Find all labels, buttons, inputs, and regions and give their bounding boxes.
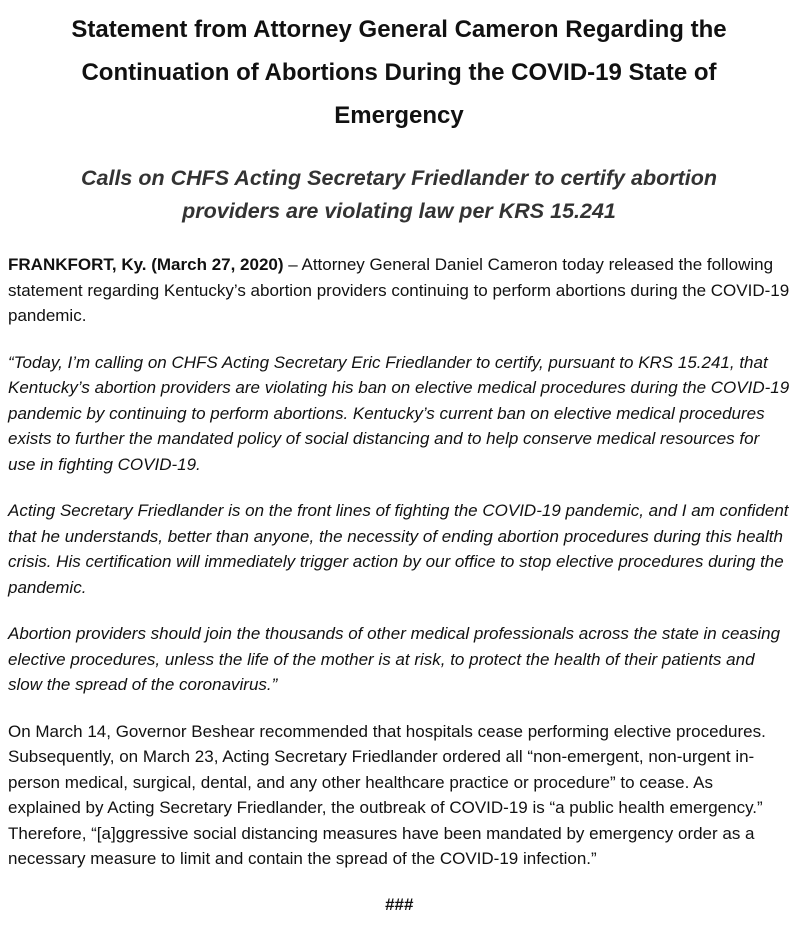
- page-subtitle: Calls on CHFS Acting Secretary Friedlander to certify abortion providers are violating law per KRS 15.241: [81, 166, 717, 223]
- intro-text: – Attorney General Daniel Cameron today released the following statement regarding Kentucky’s abortion providers continuing to perform abortions during the COVID-19 pandemic.: [8, 255, 790, 325]
- quote-paragraph-2: Acting Secretary Friedlander is on the front lines of fighting the COVID-19 pandemic, and I am confident that he understands, better than anyone, the necessity of ending abortion procedures during this health crisis. His certification will immediately trigger action by our office to stop elective procedures during the pandemic.: [8, 501, 789, 597]
- quote-paragraph-1: “Today, I’m calling on CHFS Acting Secretary Eric Friedlander to certify, pursuant to KRS 15.241, that Kentucky’s abortion providers are violating his ban on elective medical procedures during the COVID-19 pandemic by continuing to perform abortions. Kentucky’s current ban on elective medical procedures exists to further the mandated policy of social distancing and to help conserve medical resources for use in fighting COVID-19.: [8, 352, 790, 474]
- closing-paragraph: On March 14, Governor Beshear recommended that hospitals cease performing elective procedures. Subsequently, on March 23, Acting Secretary Friedlander ordered all “non-emergent, non-urgent in-person medical, surgical, dental, and any other healthcare practice or procedure” to cease. As explained by Acting Secretary Friedlander, the outbreak of COVID-19 is “a public health emergency.” Therefore, “[a]ggressive social distancing measures have been mandated by emergency order as a necessary measure to limit and contain the spread of the COVID-19 infection.”: [8, 721, 766, 868]
- quote-paragraph-3: Abortion providers should join the thousands of other medical professionals across the state in ceasing elective procedures, unless the life of the mother is at risk, to protect the health of their patients and slow the spread of the coronavirus.”: [8, 624, 781, 694]
- end-mark: ###: [384, 894, 414, 914]
- dateline: FRANKFORT, Ky. (March 27, 2020): [8, 255, 284, 274]
- page-title: Statement from Attorney General Cameron Regarding the Continuation of Abortions During the COVID-19 State of Emergency: [71, 16, 727, 129]
- intro-paragraph: [8, 252, 790, 329]
